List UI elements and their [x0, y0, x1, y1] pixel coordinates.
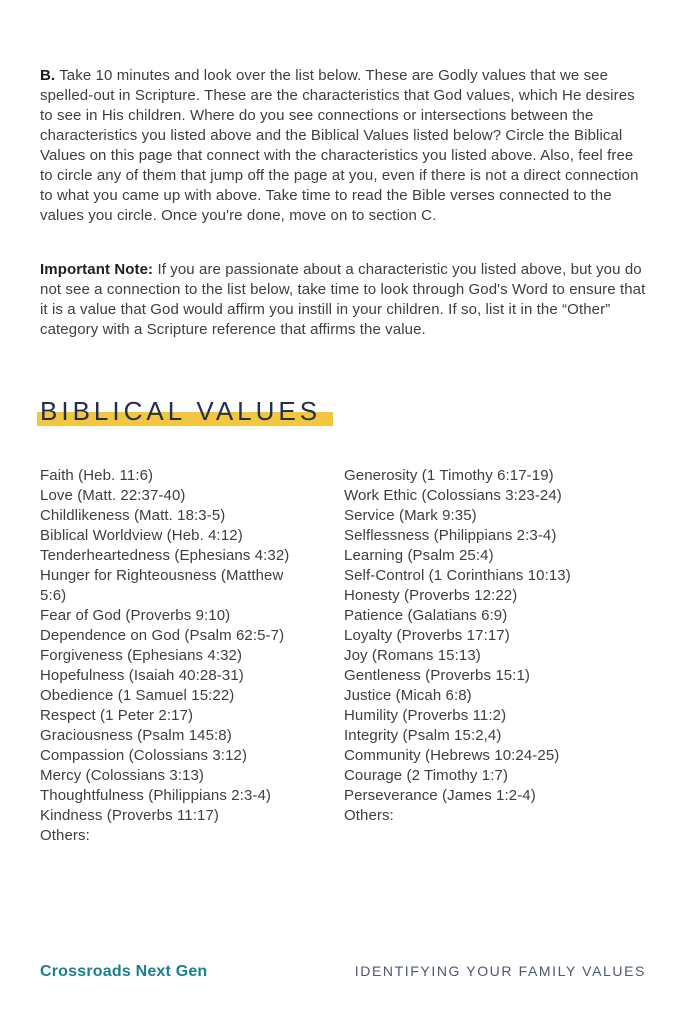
value-item: Learning (Psalm 25:4) — [344, 547, 494, 564]
values-column-left — [40, 466, 302, 846]
brand-name: Crossroads Next Gen — [40, 963, 208, 980]
value-item: Biblical Worldview (Heb. 4:12) — [40, 527, 243, 544]
value-item: Graciousness (Psalm 145:8) — [40, 727, 232, 744]
value-item: Self-Control (1 Corinthians 10:13) — [344, 567, 571, 584]
value-item: Tenderheartedness (Ephesians 4:32) — [40, 547, 290, 564]
value-item: Generosity (1 Timothy 6:17-19) — [344, 467, 554, 484]
value-item: Obedience (1 Samuel 15:22) — [40, 687, 235, 704]
document-title: IDENTIFYING YOUR FAMILY VALUES — [354, 963, 646, 979]
value-item: Compassion (Colossians 3:12) — [40, 747, 248, 764]
value-item: Love (Matt. 22:37-40) — [40, 487, 186, 504]
values-column-right — [344, 466, 646, 826]
value-item: Integrity (Psalm 15:2,4) — [344, 727, 502, 744]
value-item: Humility (Proverbs 11:2) — [344, 707, 507, 724]
value-item: Kindness (Proverbs 11:17) — [40, 807, 219, 824]
value-item: Mercy (Colossians 3:13) — [40, 767, 205, 784]
important-note-label: Important Note: — [40, 261, 154, 278]
value-item: Patience (Galatians 6:9) — [344, 607, 508, 624]
biblical-values-heading-wrap — [40, 394, 321, 428]
page-title — [40, 394, 321, 428]
value-item: Childlikeness (Matt. 18:3-5) — [40, 507, 226, 524]
value-item: Loyalty (Proverbs 17:17) — [344, 627, 510, 644]
section-b-paragraph — [40, 66, 646, 226]
value-item: Others: — [40, 827, 90, 844]
value-item: Thoughtfulness (Philippians 2:3-4) — [40, 787, 272, 804]
important-note-text: If you are passionate about a characteristic you listed above, but you do not see a connection to the list below, take time to look through God's Word to ensure that it is a value that God would affirm you instill in your children. If so, list it in the “Other” category with a Scripture reference that affirms the value. — [40, 261, 646, 338]
page-title-text: BIBLICAL VALUES — [40, 396, 322, 426]
page-footer — [40, 963, 646, 981]
value-item: Service (Mark 9:35) — [344, 507, 477, 524]
value-item: Hopefulness (Isaiah 40:28-31) — [40, 667, 244, 684]
value-item: Faith (Heb. 11:6) — [40, 467, 154, 484]
important-note-paragraph — [40, 260, 646, 340]
value-item: Work Ethic (Colossians 3:23-24) — [344, 487, 562, 504]
value-item: Gentleness (Proverbs 15:1) — [344, 667, 531, 684]
value-item: Justice (Micah 6:8) — [344, 687, 472, 704]
value-item: Joy (Romans 15:13) — [344, 647, 481, 664]
section-b-text: Take 10 minutes and look over the list below. These are Godly values that we see spelled-out in Scripture. These are the characteristics that God values, which He desires to see in His children. Where do you see connections or intersections between the characteristics you listed above and the Biblical Values listed below? Circle the Biblical Values on this page that connect with the characteristics you listed above. Also, feel free to circle any of them that jump off the page at you, even if there is not a direct connection to what you came up with above. Take time to read the Bible verses connected to the values you circle. Once you're done, move on to section C. — [40, 67, 639, 224]
value-item: Honesty (Proverbs 12:22) — [344, 587, 518, 604]
value-item: Selflessness (Philippians 2:3-4) — [344, 527, 557, 544]
value-item: Fear of God (Proverbs 9:10) — [40, 607, 231, 624]
value-item: Respect (1 Peter 2:17) — [40, 707, 194, 724]
value-item: Hunger for Righteousness (Matthew 5:6) — [40, 567, 284, 604]
value-item: Courage (2 Timothy 1:7) — [344, 767, 509, 784]
value-item: Dependence on God (Psalm 62:5-7) — [40, 627, 285, 644]
value-item: Community (Hebrews 10:24-25) — [344, 747, 560, 764]
section-b-label: B. — [40, 67, 56, 84]
value-item: Perseverance (James 1:2-4) — [344, 787, 536, 804]
value-item: Others: — [344, 807, 394, 824]
value-item: Forgiveness (Ephesians 4:32) — [40, 647, 243, 664]
